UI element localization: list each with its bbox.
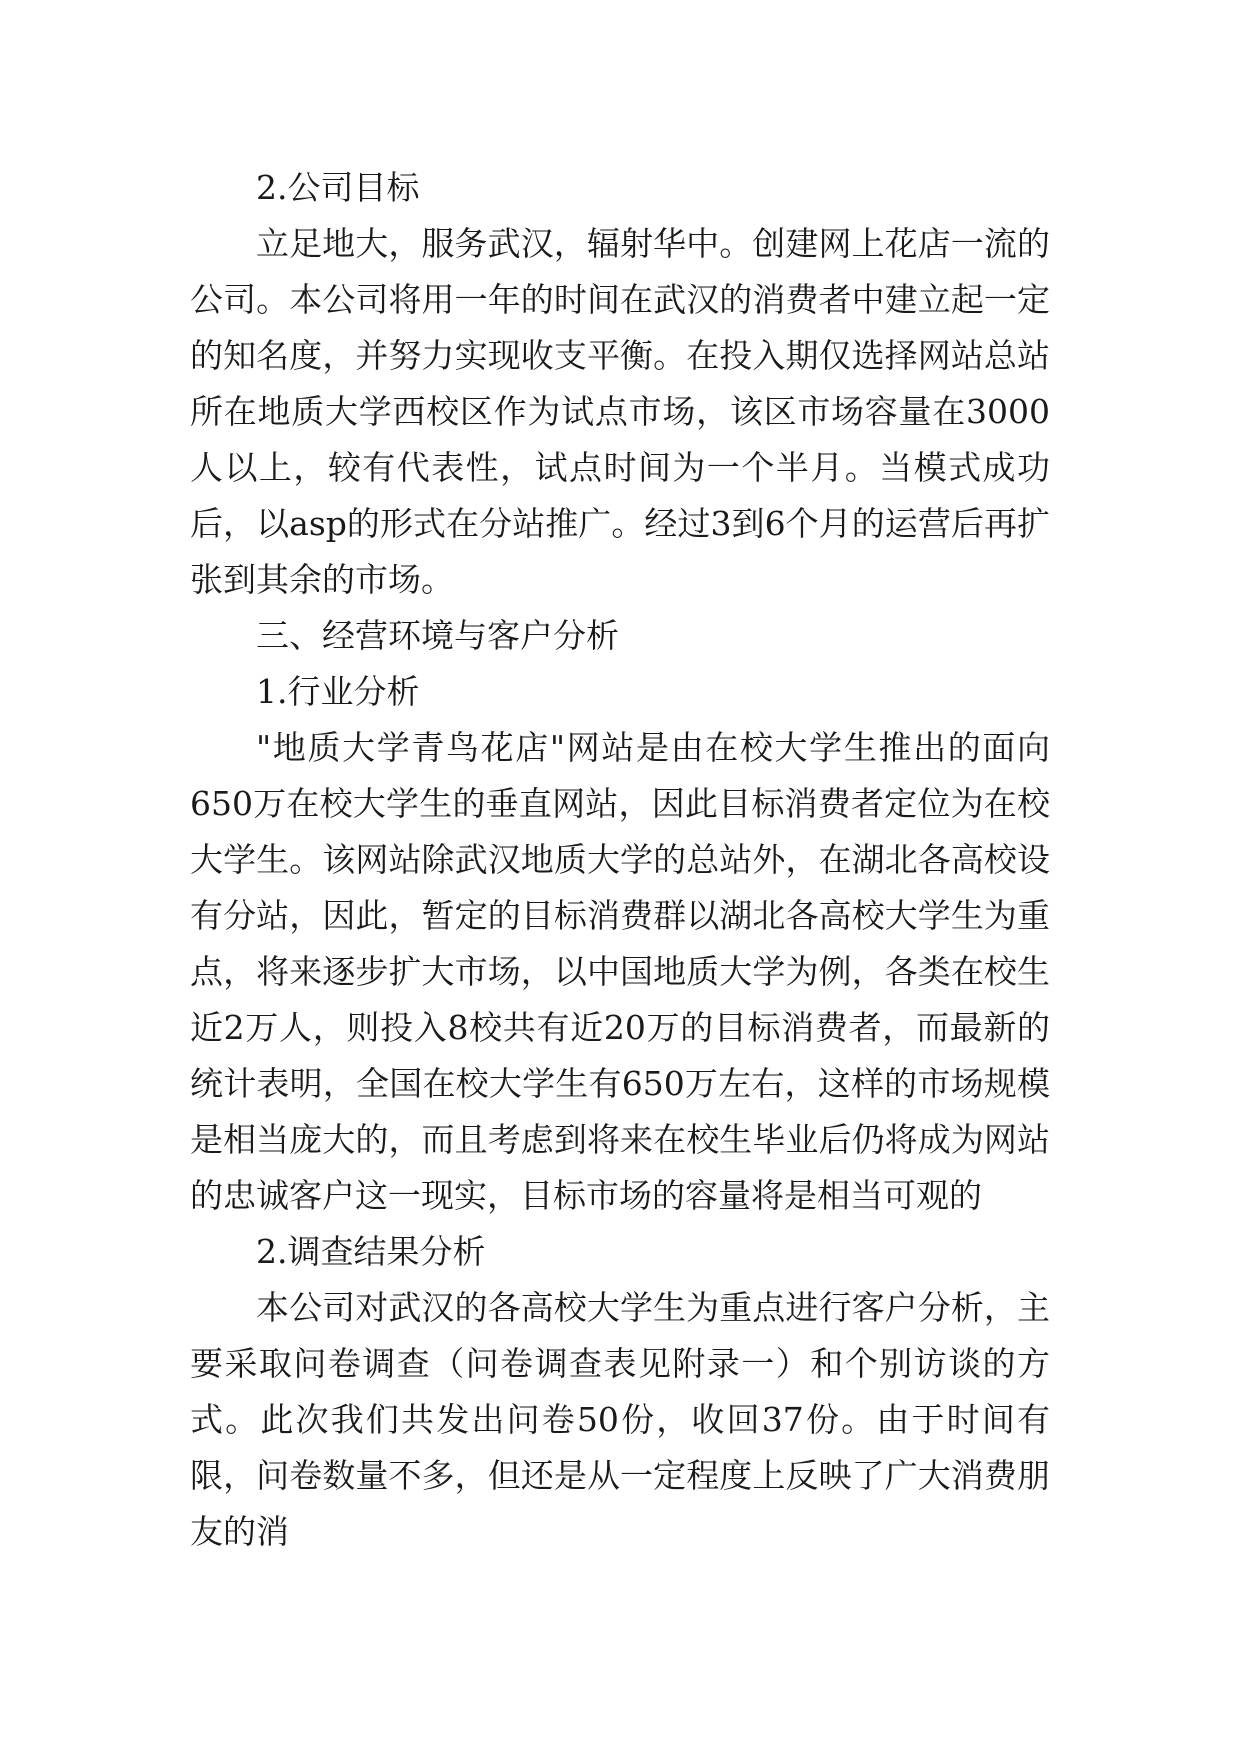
paragraph-industry-analysis: "地质大学青鸟花店"网站是由在校大学生推出的面向650万在校大学生的垂直网站，因此目标消费者定位为在校大学生。该网站除武汉地质大学的总站外，在湖北各高校设有分站，因此，暂定的目标消费群以湖北各高校大学生为重点，将来逐步扩大市场，以中国地质大学为例，各类在校生近2万人，则投入8校共有近20万的目标消费者，而最新的统计表明，全国在校大学生有650万左右，这样的市场规模是相当庞大的，而且考虑到将来在校生毕业后仍将成为网站的忠诚客户这一现实，目标市场的容量将是相当可观的	[190, 728, 1050, 1215]
section-heading-environment-analysis: 三、经营环境与客户分析	[256, 616, 619, 655]
section-heading-company-goals: 2.公司目标	[256, 168, 420, 207]
paragraph-company-goals: 立足地大，服务武汉，辐射华中。创建网上花店一流的公司。本公司将用一年的时间在武汉的消费者中建立起一定的知名度，并努力实现收支平衡。在投入期仅选择网站总站所在地质大学西校区作为试点市场，该区市场容量在3000人以上，较有代表性，试点时间为一个半月。当模式成功后，以asp的形式在分站推广。经过3到6个月的运营后再扩张到其余的市场。	[190, 224, 1050, 599]
section-heading-survey-results: 2.调查结果分析	[256, 1232, 486, 1271]
document-body	[190, 160, 1050, 1560]
section-heading-industry-analysis: 1.行业分析	[256, 672, 420, 711]
paragraph-survey-results: 本公司对武汉的各高校大学生为重点进行客户分析，主要采取问卷调查（问卷调查表见附录一）和个别访谈的方式。此次我们共发出问卷50份，收回37份。由于时间有限，问卷数量不多，但还是从一定程度上反映了广大消费朋友的消	[190, 1288, 1050, 1551]
